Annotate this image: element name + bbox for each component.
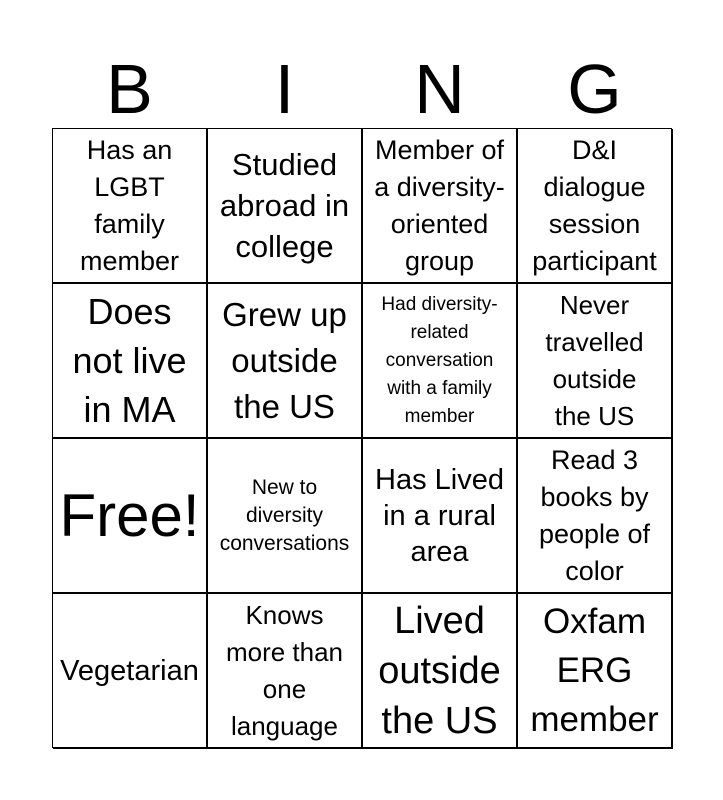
bingo-cell[interactable]	[53, 284, 208, 439]
bingo-cell[interactable]	[53, 129, 208, 284]
cell-text: Had diversity- related conversation with a family member	[381, 293, 498, 427]
cell-text: Member of a diversity- oriented group	[374, 134, 505, 276]
cell-text: Lived outside the US	[378, 599, 501, 742]
cell-text: D&I dialogue session participant	[532, 134, 657, 276]
cell-text: Has an LGBT family member	[79, 134, 180, 276]
bingo-cell[interactable]	[363, 284, 518, 439]
cell-text: Has Lived in a rural area	[375, 463, 504, 568]
cell-text: Does not live in MA	[72, 291, 187, 430]
bingo-grid	[52, 128, 672, 748]
bingo-cell[interactable]	[518, 284, 673, 439]
cell-text: New to diversity conversations	[219, 475, 350, 555]
bingo-cell[interactable]	[363, 439, 518, 594]
cell-text: Vegetarian	[60, 654, 199, 687]
cell-text: Read 3 books by people of color	[538, 444, 651, 586]
cell-text: Knows more than one language	[225, 599, 344, 741]
bingo-cell[interactable]	[208, 594, 363, 749]
bingo-cell[interactable]	[518, 129, 673, 284]
free-space-text: Free!	[59, 481, 200, 549]
bingo-cell[interactable]	[208, 284, 363, 439]
bingo-cell[interactable]	[518, 594, 673, 749]
bingo-cell[interactable]	[208, 439, 363, 594]
bingo-cell[interactable]	[53, 594, 208, 749]
cell-text: Studied abroad in college	[219, 147, 350, 264]
bingo-cell[interactable]	[363, 594, 518, 749]
header-letter-b: B	[106, 50, 153, 128]
bingo-cell[interactable]	[518, 439, 673, 594]
cell-text: Grew up outside the US	[222, 295, 347, 425]
free-cell[interactable]	[53, 439, 208, 594]
cell-text: Never travelled outside the US	[545, 289, 644, 431]
header-letter-i: I	[274, 50, 295, 128]
header-letter-n: N	[414, 50, 465, 128]
bingo-header	[52, 50, 672, 128]
bingo-cell[interactable]	[208, 129, 363, 284]
header-letter-g: G	[567, 50, 622, 128]
cell-text: Oxfam ERG member	[530, 602, 659, 739]
bingo-cell[interactable]	[363, 129, 518, 284]
